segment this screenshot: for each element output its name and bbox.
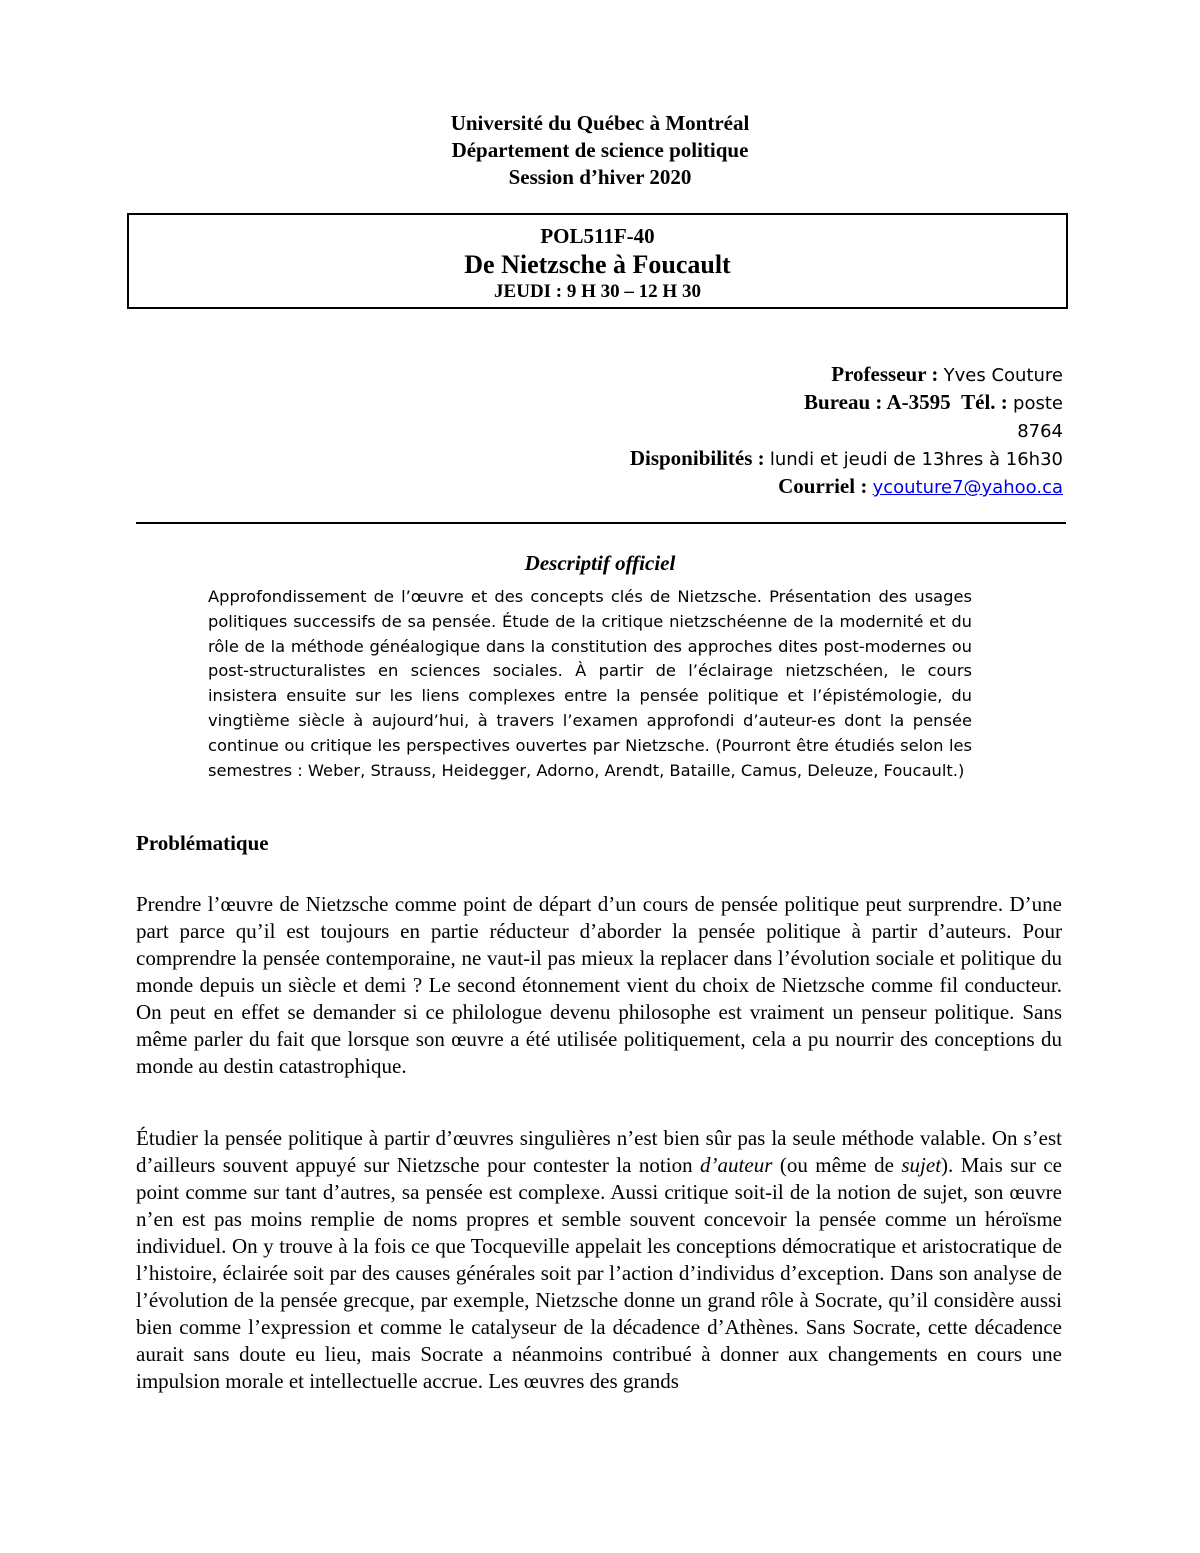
course-title: De Nietzsche à Foucault	[464, 250, 731, 279]
phone-label: Tél. :	[961, 390, 1008, 414]
availability-line	[543, 445, 1063, 473]
professor-name: Yves Couture	[943, 365, 1063, 386]
course-box	[127, 213, 1068, 309]
paragraph-2-text-c: ). Mais sur ce point comme sur tant d’autres, sa pensée est complexe. Aussi critique soit-il de la notion de sujet, son œuvre n’en est pas moins remplie de noms propres et semble souvent concevoir la pensée comme un héroïsme individuel. On y trouve à la fois ce que Tocqueville appelait les conceptions démocratique et aristocratique de l’histoire, éclairée soit par des causes générales soit par l’action d’individus d’exception. Dans son analyse de l’évolution de la pensée grecque, par exemple, Nietzsche donne un grand rôle à Socrate, qu’il considère aussi bien comme l’expression et comme le catalyseur de la décadence d’Athènes. Sans Socrate, cette décadence aurait sans doute eu lieu, mais Socrate a néanmoins contribué à donner aux changements en cours une impulsion morale et intellectuelle accrue. Les œuvres des grands	[136, 1153, 1062, 1393]
horizontal-divider	[136, 522, 1066, 524]
department-name: Département de science politique	[451, 138, 749, 162]
problematique-paragraph-2	[136, 1125, 1062, 1395]
course-schedule: JEUDI : 9 H 30 – 12 H 30	[494, 281, 701, 302]
paragraph-2-text-b: (ou même de	[779, 1153, 894, 1177]
office-label: Bureau : A-3595	[804, 390, 951, 414]
office-line	[543, 389, 1063, 417]
professor-line	[543, 361, 1063, 389]
problematique-paragraph-1: Prendre l’œuvre de Nietzsche comme point de départ d’un cours de pensée politique peut surprendre. D’une part parce qu’il est toujours en partie réducteur d’aborder la pensée politique à partir d’auteurs. Pour comprendre la pensée contemporaine, ne vaut-il pas mieux la replacer dans l’évolution sociale et politique du monde depuis un siècle et demi ? Le second étonnement vient du choix de Nietzsche comme fil conducteur. On peut en effet se demander si ce philologue devenu philosophe est vraiment un penseur politique. Sans même parler du fait que lorsque son œuvre a été utilisée politiquement, cela a pu nourrir des conceptions du monde au destin catastrophique.	[136, 892, 1062, 1078]
course-code: POL511F-40	[540, 224, 655, 248]
emphasis-sujet: sujet	[901, 1153, 942, 1177]
paragraph-2-text-a: Étudier la pensée politique à partir d’œuvres singulières n’est bien sûr pas la seule méthode valable. On s’est d’ailleurs souvent appuyé sur Nietzsche pour contester la notion	[136, 1126, 1062, 1177]
email-line	[543, 473, 1063, 501]
phone-ext-line	[543, 417, 1063, 445]
description-title: Descriptif officiel	[524, 551, 676, 575]
university-name: Université du Québec à Montréal	[450, 111, 750, 135]
phone-extension: 8764	[1017, 421, 1063, 442]
professor-label: Professeur :	[831, 362, 939, 386]
email-label: Courriel :	[778, 474, 868, 498]
email-link[interactable]: ycouture7@yahoo.ca	[872, 477, 1063, 498]
emphasis-auteur: d’auteur	[700, 1153, 773, 1177]
section-title-problematique: Problématique	[136, 831, 269, 855]
phone-prefix: poste	[1013, 393, 1063, 414]
availability-value: lundi et jeudi de 13hres à 16h30	[769, 449, 1063, 470]
session-name: Session d’hiver 2020	[508, 165, 692, 189]
availability-label: Disponibilités :	[629, 446, 765, 470]
document-header	[0, 110, 1200, 191]
professor-info	[543, 361, 1063, 501]
description-text: Approfondissement de l’œuvre et des concepts clés de Nietzsche. Présentation des usages politiques successifs de sa pensée. Étude de la critique nietzschéenne de la modernité et du rôle de la méthode généalogique dans la constitution des approches dites post-modernes ou post-structuralistes en sciences sociales. À partir de l’éclairage nietzschéen, le cours insistera ensuite sur les liens complexes entre la pensée politique et l’épistémologie, du vingtième siècle à aujourd’hui, à travers l’examen approfondi d’auteur-es dont la pensée continue ou critique les perspectives ouvertes par Nietzsche. (Pourront être étudiés selon les semestres : Weber, Strauss, Heidegger, Adorno, Arendt, Bataille, Camus, Deleuze, Foucault.)	[208, 587, 972, 780]
